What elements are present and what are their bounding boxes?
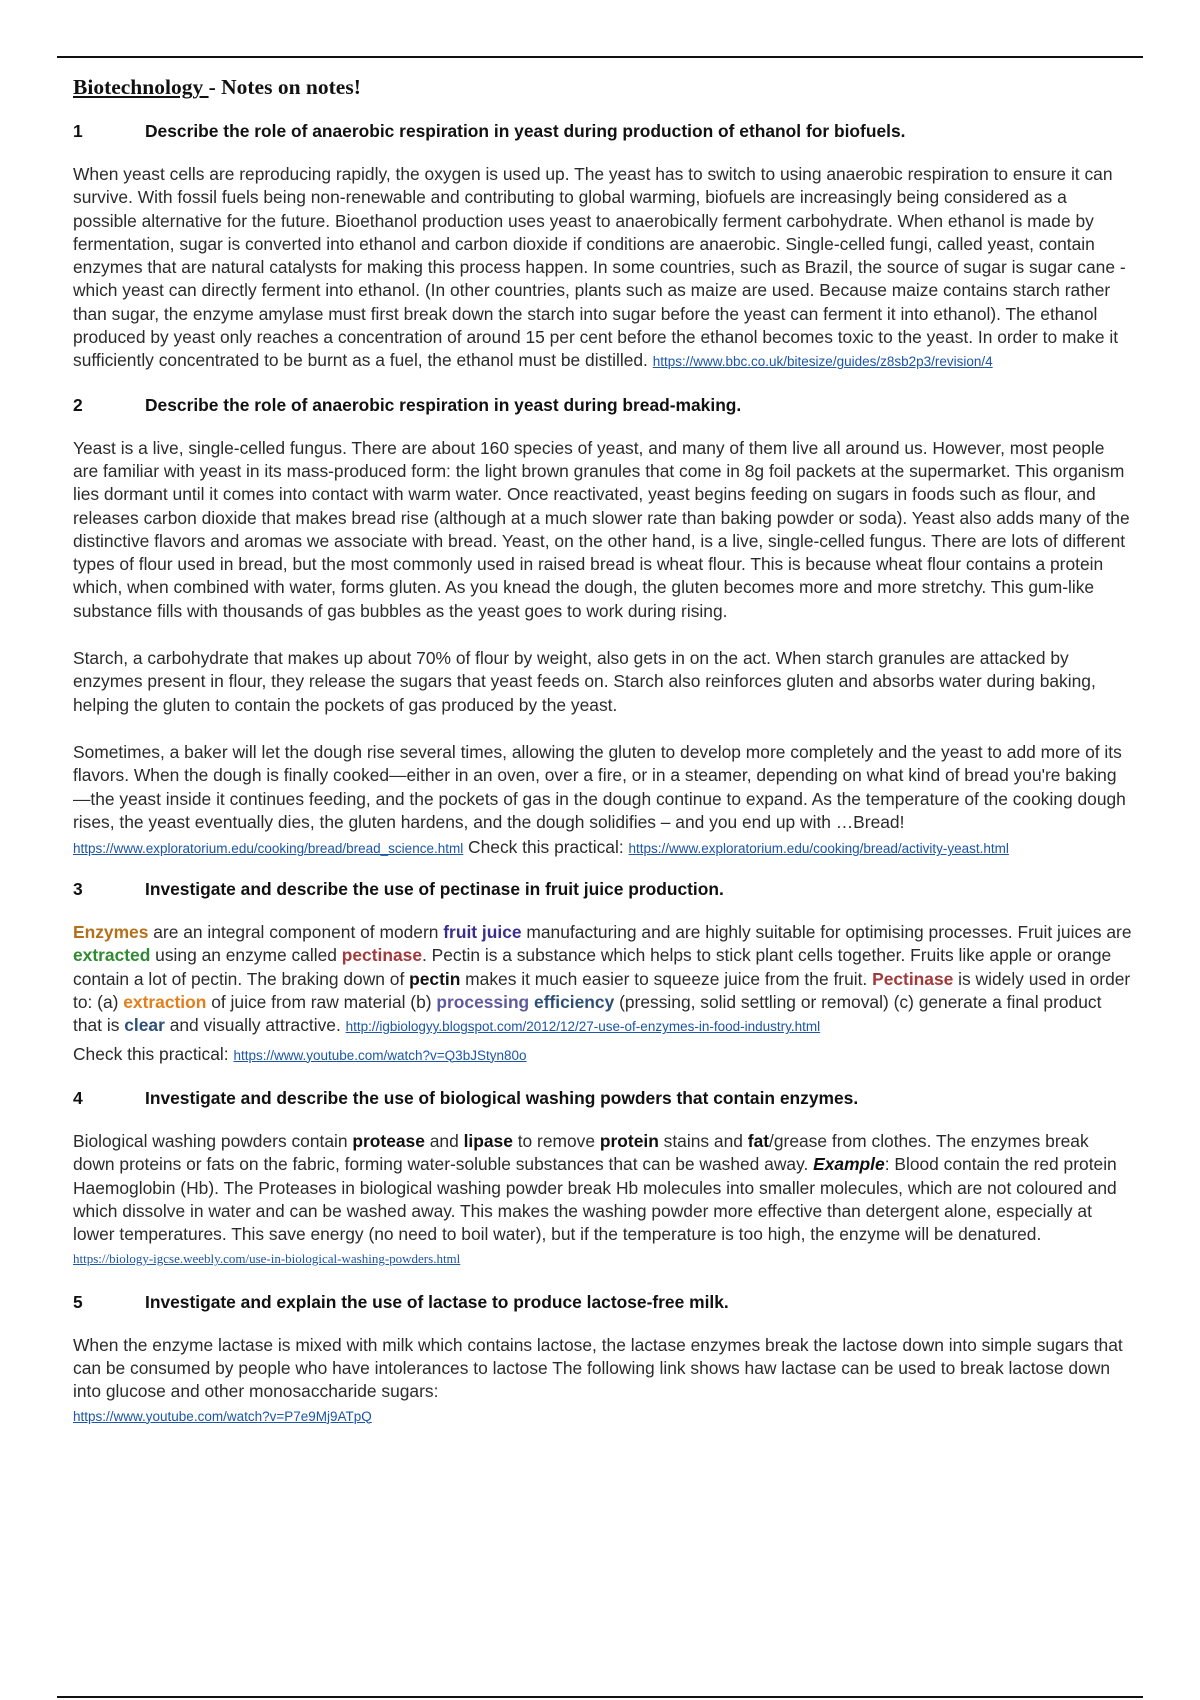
q2-paragraph-3: Sometimes, a baker will let the dough rise several times, allowing the gluten to develop more completely and the yeast to add more of its flavors. When the dough is finally cooked—either in an oven, over a fire, or in a steamer, depending on what kind of bread you're baking—the yeast inside it continues feeding, and the pockets of gas in the dough continue to expand. As the temperature of the cooking dough rises, the yeast eventually dies, the gluten hardens, and the dough solidifies – and you end up with …Bread! — [73, 741, 1126, 832]
q3-body — [73, 921, 1133, 1038]
q3-text-3: using an enzyme called — [150, 945, 342, 966]
q4-word-lipase: lipase — [463, 1130, 513, 1151]
q3-word-pectin: pectin — [409, 968, 461, 989]
q3-word-extraction: extraction — [123, 992, 207, 1013]
section-q3 — [73, 878, 1133, 1067]
q4-text-4: stains and — [658, 1130, 748, 1151]
q4-word-protein: protein — [599, 1130, 659, 1151]
q3-practical-link[interactable]: https://www.youtube.com/watch?v=Q3bJStyn80o — [233, 1047, 527, 1063]
q4-text-1: Biological washing powders contain — [73, 1130, 353, 1151]
q1-body-text: When yeast cells are reproducing rapidly, the oxygen is used up. The yeast has to switch to using anaerobic respiration to ensure it can survive. With fossil fuels being non-renewable and contributing to global warming, biofuels are increasingly being considered as a possible alternative for the future. Bioethanol production uses yeast to anaerobically ferment carbohydrate. When ethanol is made by fermentation, sugar is converted into ethanol and carbon dioxide if conditions are anaerobic. Single-celled fungi, called yeast, contain enzymes that are natural catalysts for making this process happen. In some countries, such as Brazil, the source of sugar is sugar cane - which yeast can directly ferment into ethanol. (In other countries, plants such as maize are used. Because maize contains starch rather than sugar, the enzyme amylase must first break down the starch into sugar before the yeast can ferment it into ethanol). The ethanol produced by yeast only reaches a concentration of around 15 per cent before the ethanol becomes toxic to the yeast. In order to make it sufficiently concentrated to be burnt as a fuel, the ethanol must be distilled. — [73, 164, 1126, 371]
q1-number: 1 — [73, 121, 83, 141]
q3-practical — [73, 1043, 1133, 1067]
q3-text-2: manufacturing and are highly suitable for optimising processes. Fruit juices are — [521, 922, 1132, 943]
q3-heading — [73, 878, 1133, 900]
section-q4 — [73, 1087, 1133, 1271]
q2-source-link[interactable]: https://www.exploratorium.edu/cooking/bread/bread_science.html — [73, 841, 464, 857]
q3-text-6: is widely used in order to: (a) — [73, 968, 1131, 1013]
title-main: Biotechnology — [73, 75, 209, 99]
q3-word-pectinase-2: Pectinase — [872, 968, 954, 989]
title-suffix: - Notes on notes! — [208, 75, 361, 99]
q3-word-fruit-juice: fruit juice — [443, 922, 522, 943]
q2-heading-text: Describe the role of anaerobic respiration in yeast during bread-making. — [145, 394, 742, 415]
q2-paragraph-1: Yeast is a live, single-celled fungus. There are about 160 species of yeast, and many of them live all around us. However, most people are familiar with yeast in its mass-produced form: the light brown granules that come in 8g foil packets at the supermarket. This organism lies dormant until it comes into contact with warm water. Once reactivated, yeast begins feeding on sugars in foods such as flour, and releases carbon dioxide that makes bread rise (although at a much slower rate than baking powder or soda). Yeast also adds many of the distinctive flavors and aromas we associate with bread. Yeast, on the other hand, is a live, single-celled fungus. There are lots of different types of flour used in bread, but the most commonly used in raised bread is wheat flour. This is because wheat flour contains a protein which, when combined with water, forms gluten. As you knead the dough, the gluten becomes more and more stretchy. This gum-like substance fills with thousands of gas bubbles as the yeast goes to work during rising. — [73, 437, 1130, 621]
section-q5 — [73, 1291, 1133, 1428]
q3-heading-text: Investigate and describe the use of pectinase in fruit juice production. — [145, 879, 724, 900]
q4-word-example: Example — [813, 1154, 885, 1175]
q3-word-extracted: extracted — [73, 945, 151, 966]
q4-word-fat: fat — [747, 1130, 770, 1151]
q5-heading — [73, 1291, 1133, 1313]
q1-heading-text: Describe the role of anaerobic respiration in yeast during production of ethanol for biofuels. — [145, 121, 906, 141]
q3-text-7: of juice from raw material (b) — [206, 992, 437, 1013]
q5-video-link[interactable]: https://www.youtube.com/watch?v=P7e9Mj9ATpQ — [73, 1408, 372, 1424]
q3-text-9: and visually attractive. — [164, 1015, 346, 1036]
q3-word-efficiency: efficiency — [534, 992, 615, 1013]
q1-heading — [73, 120, 1133, 142]
page-title — [73, 72, 1133, 102]
q2-links — [73, 838, 1133, 858]
q3-check-label: Check this practical: — [73, 1043, 234, 1064]
q4-text-6: : Blood contain the red protein Haemoglobin (Hb). The Proteases in biological washing powder break Hb molecules into smaller molecules, which are not coloured and which dissolve in water and can be washed away. This makes the washing powder more effective than detergent alone, especially at lower temperatures. This save energy (no need to boil water), but if the temperature is too high, the enzyme will be denatured. — [73, 1154, 1117, 1245]
q3-text-1: are an integral component of modern — [148, 922, 444, 943]
q4-heading — [73, 1087, 1133, 1109]
q1-source-link[interactable]: https://www.bbc.co.uk/bitesize/guides/z8sb2p3/revision/4 — [652, 354, 993, 370]
q3-text-5: makes it much easier to squeeze juice from the fruit. — [460, 968, 873, 989]
q3-word-enzymes: Enzymes — [73, 922, 149, 943]
q3-source-link[interactable]: http://igbiologyy.blogspot.com/2012/12/27-use-of-enzymes-in-food-industry.html — [345, 1019, 821, 1035]
q4-text-3: to remove — [512, 1130, 600, 1151]
bottom-rule — [57, 1696, 1143, 1698]
q4-body — [73, 1130, 1133, 1271]
q3-word-clear: clear — [124, 1015, 165, 1036]
q2-paragraph-2: Starch, a carbohydrate that makes up about 70% of flour by weight, also gets in on the act. When starch granules are attacked by enzymes present in flour, they release the sugars that yeast feeds on. Starch also reinforces gluten and absorbs water during baking, helping the gluten to contain the pockets of gas produced by the yeast. — [73, 648, 1096, 715]
q5-body — [73, 1334, 1133, 1428]
q4-word-protease: protease — [352, 1130, 425, 1151]
q4-text-5: /grease from clothes. The enzymes break down proteins or fats on the fabric, forming water-soluble substances that can be washed away. — [73, 1130, 1089, 1175]
q4-source-link[interactable]: https://biology-igcse.weebly.com/use-in-biological-washing-powders.html — [73, 1251, 461, 1267]
q4-number: 4 — [73, 1087, 83, 1108]
q2-practical-link[interactable]: https://www.exploratorium.edu/cooking/bread/activity-yeast.html — [628, 841, 1009, 857]
q3-text-4: . Pectin is a substance which helps to stick plant cells together. Fruits like apple or orange contain a lot of pectin. The braking down of — [73, 945, 1112, 989]
q2-check-label: Check this practical: — [463, 837, 629, 858]
q4-heading-text: Investigate and describe the use of biological washing powders that contain enzymes. — [145, 1087, 859, 1108]
q4-text-2: and — [424, 1130, 464, 1151]
q3-word-pectinase: pectinase — [341, 945, 422, 966]
q5-heading-text: Investigate and explain the use of lactase to produce lactose-free milk. — [145, 1291, 729, 1312]
q2-heading — [73, 394, 1133, 416]
top-rule — [57, 56, 1143, 58]
section-q2 — [73, 394, 1133, 858]
q5-body-text: When the enzyme lactase is mixed with milk which contains lactose, the lactase enzymes break the lactose down into simple sugars that can be consumed by people who have intolerances to lactose The following link shows haw lactase can be used to break lactose down into glucose and other monosaccharide sugars: — [73, 1334, 1123, 1402]
document-content — [73, 72, 1133, 1448]
q3-number: 3 — [73, 879, 83, 900]
q5-number: 5 — [73, 1291, 83, 1312]
section-q1 — [73, 120, 1133, 374]
q3-word-processing: processing — [436, 992, 530, 1013]
q1-body — [73, 163, 1133, 374]
q2-number: 2 — [73, 394, 83, 415]
q3-text-8: (pressing, solid settling or removal) (c) generate a final product that is — [73, 992, 1102, 1036]
